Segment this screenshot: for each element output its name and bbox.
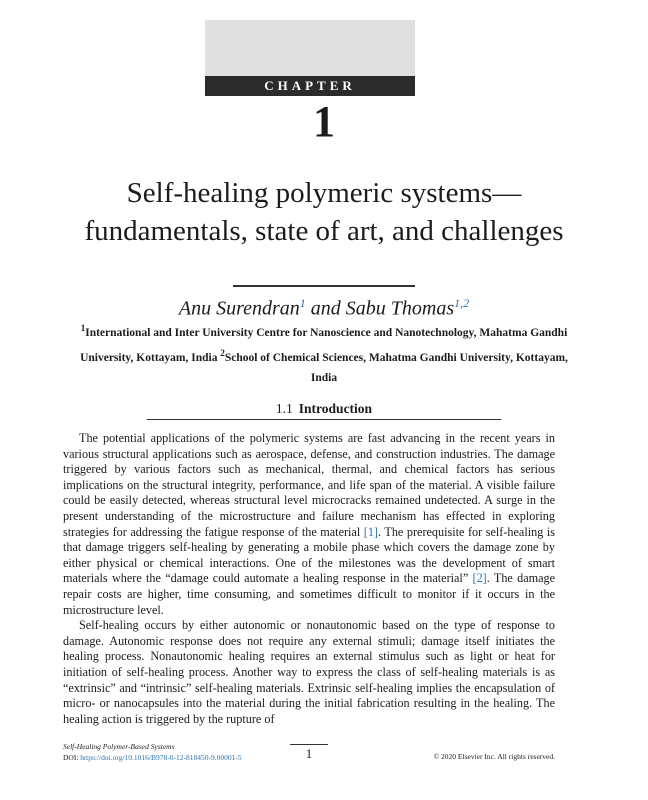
- section-heading: [0, 400, 648, 418]
- paragraph: [63, 431, 555, 618]
- author-affiliation-mark[interactable]: 1: [299, 296, 306, 310]
- affiliation-text: School of Chemical Sciences, Mahatma Gandhi University, Kottayam, India: [224, 351, 568, 384]
- section-title: Introduction: [298, 401, 373, 416]
- affiliation-mark: 1: [80, 323, 86, 333]
- page-number: 1: [305, 746, 313, 761]
- citation-link[interactable]: [1]: [363, 524, 378, 539]
- section-divider: [147, 419, 501, 420]
- chapter-number: 1: [313, 97, 335, 146]
- doi-label: DOI:: [63, 753, 81, 762]
- copyright: © 2020 Elsevier Inc. All rights reserved.: [433, 752, 555, 761]
- author-connector: and: [305, 297, 346, 320]
- citation-link[interactable]: [2]: [472, 571, 487, 586]
- body-text: [63, 431, 555, 727]
- footer-divider: [290, 744, 328, 745]
- author-name: Sabu Thomas: [345, 297, 455, 320]
- title-divider: [233, 285, 415, 287]
- affiliation-text: International and Inter University Centre for Nanoscience and Nanotechnology, Mahatma Gandhi University, Kottayam, India: [80, 326, 568, 364]
- doi-link[interactable]: https://doi.org/10.1016/B978-0-12-818450-9.00001-5: [80, 753, 242, 762]
- paragraph-text: . The damage repair costs are higher, time consuming, and sometimes difficult to monitor if it occurs in the microstructure level.: [63, 571, 556, 617]
- paragraph: Self-healing occurs by either autonomic or nonautonomic based on the type of response to damage. Autonomic response does not require any external stimuli; damage itself initiates the healing process. Nonautonomic healing requires an external stimulus such as light or heat for initiation of self-healing process. Another way to express the class of self-healing materials is as “extrinsic” and “intrinsic” self-healing materials. Extrinsic self-healing implies the encapsulation of micro- or nanocapsules into the material during the initial fabrication resulting in the healing. The healing action is triggered by the rupture of: [63, 618, 555, 726]
- affiliations: [80, 318, 568, 388]
- paragraph-text: . The prerequisite for self-healing is that damage triggers self-healing by generating a mobile phase which covers the damage zone by either physical or chemical interactions. One of the milestones was the development of smart materials where the “damage could automate a healing response in the material”: [63, 524, 555, 586]
- chapter-title: Self-healing polymeric systems— fundamentals, state of art, and challenges: [84, 177, 564, 247]
- author-name: Anu Surendran: [178, 297, 300, 320]
- author-affiliation-mark[interactable]: 1,2: [454, 296, 470, 310]
- chapter-label-box: [205, 20, 415, 96]
- affiliation-mark: 2: [220, 347, 225, 358]
- section-number: 1.1: [275, 401, 293, 416]
- book-title: Self-Healing Polymer-Based Systems: [63, 742, 175, 751]
- chapter-label: CHAPTER: [205, 76, 415, 96]
- paragraph-text: The potential applications of the polymeric systems are fast advancing in the recent years in various structural applications such as aerospace, defense, and construction industries. The damage triggered by various factors such as mechanical, thermal, and chemical factors has serious implications on the structural integrity, performance, and life span of the material. A visible failure could be easily detected, whereas structural level microcracks remained undetected. A surge in the present understanding of the microstructure and failure mechanism has effected in exploring strategies for addressing the fatigue response of the material: [63, 431, 555, 539]
- footer-info: [63, 741, 242, 763]
